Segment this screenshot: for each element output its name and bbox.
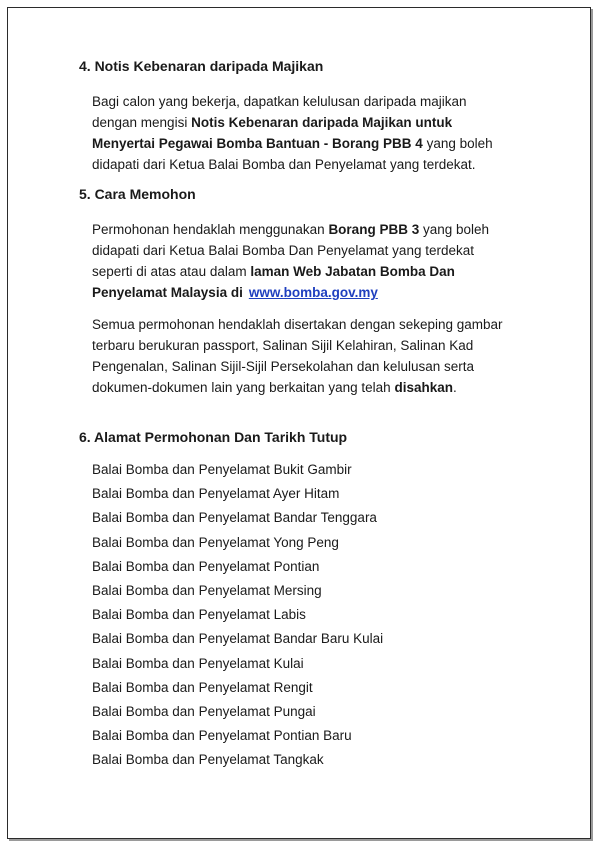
- section-4-line-3-text: yang boleh: [422, 136, 493, 151]
- section-5-heading: 5. Cara Memohon: [79, 186, 196, 202]
- station-list: [92, 462, 383, 776]
- list-item: Balai Bomba dan Penyelamat Kulai: [92, 655, 304, 671]
- list-item: Balai Bomba dan Penyelamat Mersing: [92, 582, 322, 598]
- section-5-p1-line-2: didapati dari Ketua Balai Bomba Dan Penyelamat yang terdekat: [92, 243, 474, 258]
- section-4-line-3-bold: Menyertai Pegawai Bomba Bantuan - Borang PBB 4: [92, 136, 423, 151]
- section-4-heading: 4. Notis Kebenaran daripada Majikan: [79, 58, 324, 74]
- section-5-p1-line-4-bold: Penyelamat Malaysia di: [92, 285, 243, 300]
- section-5-p1-line-4: [92, 282, 532, 303]
- list-item: Balai Bomba dan Penyelamat Pontian Baru: [92, 728, 352, 744]
- list-item: Balai Bomba dan Penyelamat Labis: [92, 607, 306, 623]
- section-4-line-4: didapati dari Ketua Balai Bomba dan Penyelamat yang terdekat.: [92, 157, 476, 172]
- list-item: Balai Bomba dan Penyelamat Bandar Baru Kulai: [92, 631, 384, 647]
- section-5-p2-line-3: Pengenalan, Salinan Sijil-Sijil Persekolahan dan kelulusan serta: [92, 359, 474, 374]
- section-5-p2-line-4: [92, 377, 532, 398]
- bomba-website-link[interactable]: www.bomba.gov.my: [248, 285, 378, 300]
- section-5-p1-line-3-bold: laman Web Jabatan Bomba Dan: [250, 264, 455, 279]
- list-item: Balai Bomba dan Penyelamat Pungai: [92, 703, 316, 719]
- section-5-p1-line-1: [92, 219, 532, 240]
- list-item: Balai Bomba dan Penyelamat Tangkak: [92, 752, 324, 768]
- section-5-p1-line-1-text: Permohonan hendaklah menggunakan: [92, 222, 329, 237]
- list-item: Balai Bomba dan Penyelamat Pontian: [92, 558, 320, 574]
- section-4-line-1: Bagi calon yang bekerja, dapatkan kelulusan daripada majikan: [92, 94, 467, 109]
- list-item: Balai Bomba dan Penyelamat Ayer Hitam: [92, 486, 340, 502]
- section-4-line-2: [92, 112, 532, 133]
- section-5-p1-line-3-text: seperti di atas atau dalam: [92, 264, 251, 279]
- section-4-line-2-bold: Notis Kebenaran daripada Majikan untuk: [191, 115, 453, 130]
- disahkan-label: disahkan: [394, 380, 453, 395]
- section-5-p2-line-4-text: dokumen-dokumen lain yang berkaitan yang telah: [92, 380, 395, 395]
- list-item: Balai Bomba dan Penyelamat Yong Peng: [92, 534, 339, 550]
- section-4-paragraph: [92, 91, 532, 175]
- section-5-paragraph-1: [92, 219, 532, 303]
- section-4-line-3: [92, 133, 532, 154]
- section-5-p1-line-3: [92, 261, 532, 282]
- list-item: Balai Bomba dan Penyelamat Rengit: [92, 679, 313, 695]
- section-5-p2-line-4-period: .: [452, 380, 457, 395]
- section-5-p2-line-2: terbaru berukuran passport, Salinan Sijil Kelahiran, Salinan Kad: [92, 338, 474, 353]
- section-4-line-2-text: dengan mengisi: [92, 115, 192, 130]
- section-5-p1-line-1-suffix: yang boleh: [419, 222, 490, 237]
- list-item: Balai Bomba dan Penyelamat Bandar Tenggara: [92, 510, 377, 526]
- section-5-p2-line-1: Semua permohonan hendaklah disertakan dengan sekeping gambar: [92, 317, 503, 332]
- borang-pbb-3-label: Borang PBB 3: [328, 222, 420, 237]
- list-item: Balai Bomba dan Penyelamat Bukit Gambir: [92, 462, 352, 477]
- section-5-paragraph-2: [92, 314, 532, 398]
- section-6-heading: 6. Alamat Permohonan Dan Tarikh Tutup: [79, 429, 348, 445]
